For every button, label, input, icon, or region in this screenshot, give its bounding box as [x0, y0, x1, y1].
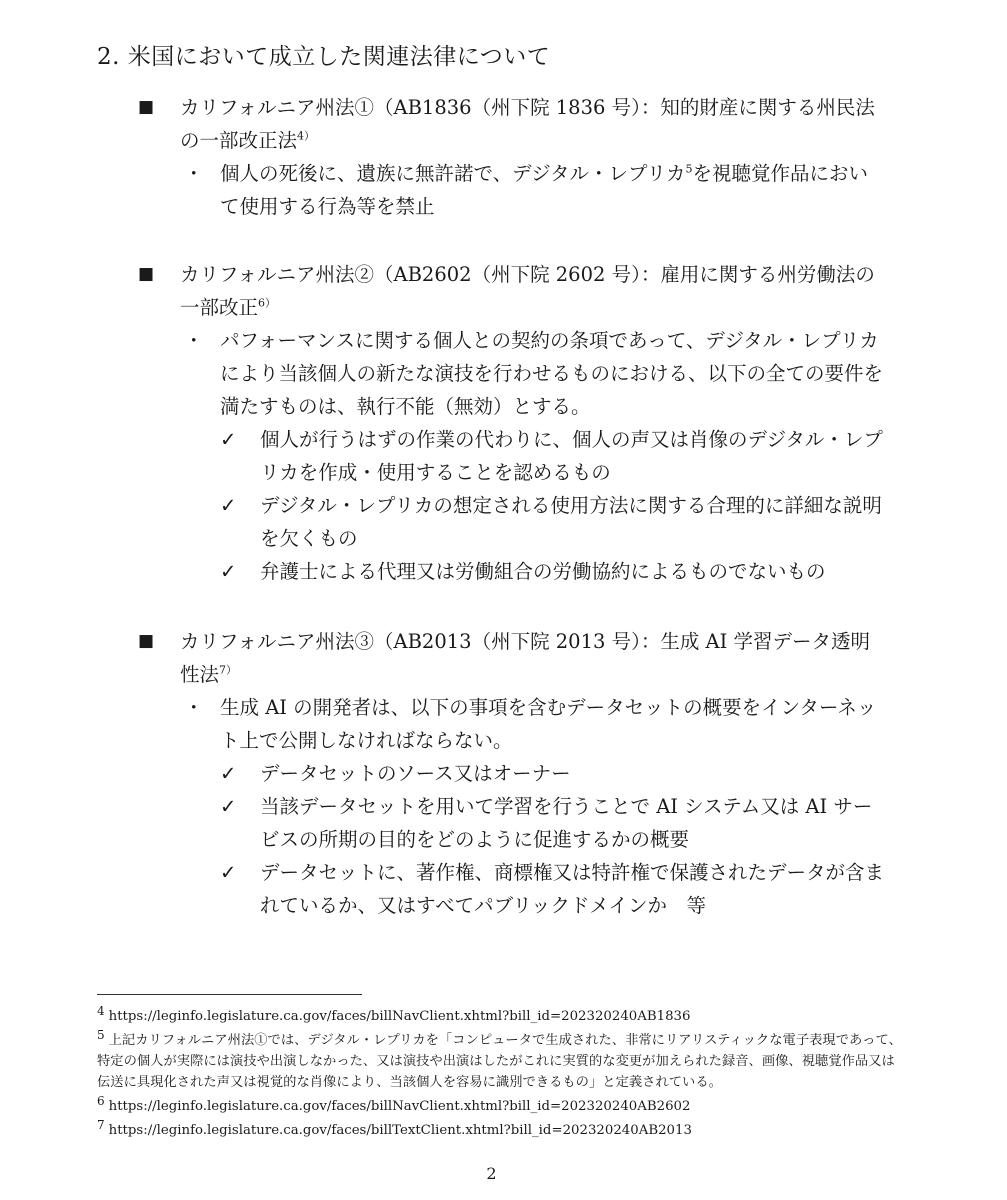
bullet-item [0, 324, 886, 423]
footnote-number: 6 [97, 1093, 105, 1108]
footnote-number: 5 [97, 1027, 105, 1042]
check-text: デジタル・レプリカの想定される使用方法に関する合理的に詳細な説明を欠くもの [260, 494, 882, 550]
check-icon: ✓ [220, 494, 237, 517]
check-text: 個人が行うはずの作業の代わりに、個人の声又は肖像のデジタル・レプリカを作成・使用することを認めるもの [260, 428, 883, 484]
footnote-number: 4 [97, 1003, 105, 1018]
footnote-7 [97, 1117, 907, 1141]
check-icon: ✓ [220, 428, 237, 451]
footnote-link[interactable]: https://leginfo.legislature.ca.gov/faces/billTextClient.xhtml?bill_id=202320240AB2013 [108, 1123, 692, 1138]
footnote-ref: 4） [297, 129, 316, 143]
page-number: 2 [486, 1164, 497, 1183]
law-title-text: カリフォルニア州法③（AB2013（州下院 2013 号）：生成 AI 学習データ透明性法 [180, 630, 871, 686]
law-title-text: カリフォルニア州法②（AB2602（州下院 2602 号）：雇用に関する州労働法の一部改正 [180, 263, 875, 319]
law-title [0, 91, 886, 157]
check-text: 当該データセットを用いて学習を行うことで AI システム又は AI サービスの所期の目的をどのように促進するかの概要 [260, 795, 873, 851]
check-icon: ✓ [220, 762, 237, 785]
check-item [0, 555, 886, 588]
footnote-text: 上記カリフォルニア州法①では、デジタル・レプリカを「コンピュータで生成された、非常にリアリスティックな電子表現であって、特定の個人が実際には演技や出演しなかった、又は演技や出演はしたがこれに実質的な変更が加えられた録音、画像、視聴覚作品又は伝送に具現化された声又は視覚的な肖像により、当該個人を容易に識別できるもの」と定義されている。 [97, 1033, 902, 1090]
check-icon: ✓ [220, 795, 237, 818]
dot-bullet-icon: ・ [184, 696, 204, 719]
check-icon: ✓ [220, 560, 237, 583]
check-item [0, 790, 886, 856]
dot-bullet-icon: ・ [184, 329, 204, 352]
footnote-ref: 6） [258, 296, 277, 310]
check-text: 弁護士による代理又は労働組合の労働協約によるものでないもの [260, 560, 826, 583]
footnote-4 [97, 1003, 907, 1027]
law-title [0, 625, 886, 691]
square-bullet-icon: ■ [138, 264, 155, 284]
law-section-ab1836 [0, 91, 1007, 223]
square-bullet-icon: ■ [138, 97, 155, 117]
bullet-item [0, 691, 886, 757]
footnote-divider [97, 994, 362, 995]
bullet-item [0, 157, 886, 223]
law-title-text: カリフォルニア州法①（AB1836（州下院 1836 号）：知的財産に関する州民法の一部改正法 [180, 96, 875, 152]
footnote-5 [97, 1027, 907, 1093]
check-item [0, 423, 886, 489]
square-bullet-icon: ■ [138, 631, 155, 651]
bullet-text: 個人の死後に、遺族に無許諾で、デジタル・レプリカ [220, 162, 686, 185]
bullet-text: 生成 AI の開発者は、以下の事項を含むデータセットの概要をインターネット上で公開しなければならない。 [220, 696, 877, 752]
check-icon: ✓ [220, 861, 237, 884]
check-text: データセットに、著作権、商標権又は特許権で保護されたデータが含まれているか、又はすべてパブリックドメインか 等 [260, 861, 885, 917]
footnote-number: 7 [97, 1117, 105, 1132]
bullet-text: を視聴覚作品において使用する行為等を禁止 [220, 162, 868, 218]
section-heading: 2. 米国において成立した関連法律について [97, 44, 551, 70]
dot-bullet-icon: ・ [184, 162, 204, 185]
check-text: データセットのソース又はオーナー [260, 762, 571, 785]
law-title [0, 258, 886, 324]
bullet-text: パフォーマンスに関する個人との契約の条項であって、デジタル・レプリカにより当該個人の新たな演技を行わせるものにおける、以下の全ての要件を満たすものは、執行不能（無効）とする。 [220, 329, 884, 418]
check-item [0, 757, 886, 790]
law-section-ab2602 [0, 258, 1007, 588]
footnote-6 [97, 1093, 907, 1117]
footnote-link[interactable]: https://leginfo.legislature.ca.gov/faces/billNavClient.xhtml?bill_id=202320240AB2602 [108, 1099, 691, 1114]
check-item [0, 856, 886, 922]
footnote-link[interactable]: https://leginfo.legislature.ca.gov/faces/billNavClient.xhtml?bill_id=202320240AB1836 [108, 1009, 691, 1024]
law-section-ab2013 [0, 625, 1007, 922]
check-item [0, 489, 886, 555]
footnote-ref: 5 [685, 162, 693, 176]
footnote-ref: 7） [219, 663, 238, 677]
